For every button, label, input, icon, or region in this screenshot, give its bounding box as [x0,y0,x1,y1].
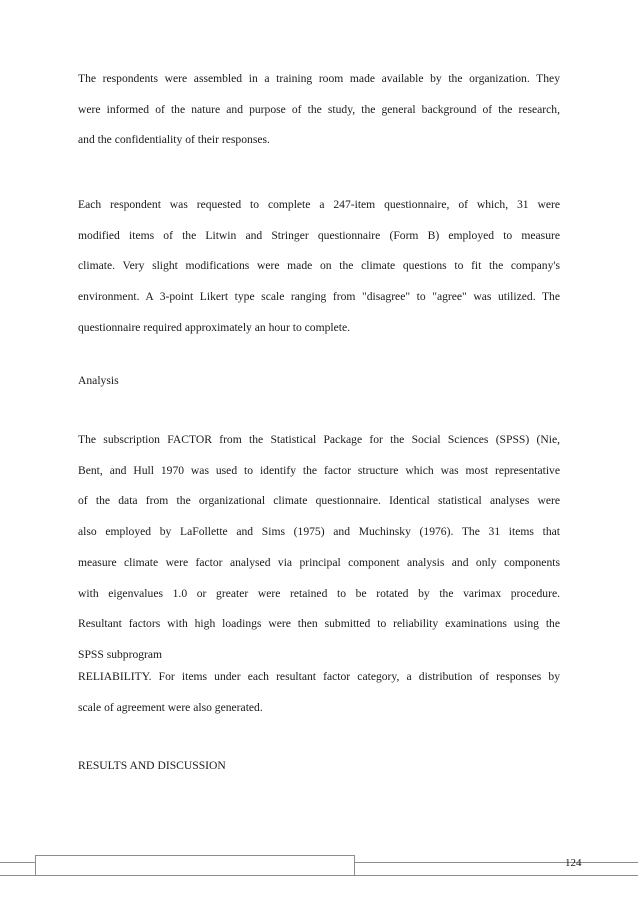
text-line: Each respondent was requested to complete a 247-item questionnaire, of which, 31 were [78,198,560,211]
text-line: were informed of the nature and purpose of the study, the general background of the research, [78,102,560,116]
text-line: Resultant factors with high loadings were then submitted to reliability examinations using the [78,617,560,631]
page-number: 124 [565,857,582,869]
footer-box [35,855,355,876]
paragraph-reliability [78,662,560,723]
text-line: of the data from the organizational climate questionnaire. Identical statistical analyses were [78,494,560,508]
paragraph-questionnaire [78,190,560,344]
text-line: questionnaire required approximately an hour to complete. [78,320,351,334]
paragraph-respondents [78,64,560,156]
text-line: and the confidentiality of their responses. [78,133,270,147]
text-line: Bent, and Hull 1970 was used to identify the factor structure which was most representative [78,463,560,477]
analysis-heading: Analysis [78,374,119,387]
text-line: with eigenvalues 1.0 or greater were retained to be rotated by the varimax procedure. [78,586,560,600]
text-line: The respondents were assembled in a training room made available by the organization. They [78,72,560,85]
paragraph-analysis [78,425,560,671]
results-heading: RESULTS AND DISCUSSION [78,759,226,772]
text-line: environment. A 3-point Likert type scale ranging from "disagree" to "agree" was utilized. The [78,290,560,304]
text-line: scale of agreement were also generated. [78,700,263,714]
text-line: RELIABILITY. For items under each resultant factor category, a distribution of responses by [78,670,560,683]
footer-rule-bottom [0,875,638,876]
text-line: also employed by LaFollette and Sims (1975) and Muchinsky (1976). The 31 items that [78,525,560,539]
text-line: climate. Very slight modifications were made on the climate questions to fit the company's [78,259,560,273]
footer-rule [0,862,35,863]
text-line: SPSS subprogram [78,647,163,661]
text-line: modified items of the Litwin and Stringer questionnaire (Form B) employed to measure [78,228,560,242]
text-line: The subscription FACTOR from the Statistical Package for the Social Sciences (SPSS) (Nie, [78,433,560,446]
text-line: measure climate were factor analysed via principal component analysis and only components [78,555,560,569]
footer-rule [354,862,638,863]
